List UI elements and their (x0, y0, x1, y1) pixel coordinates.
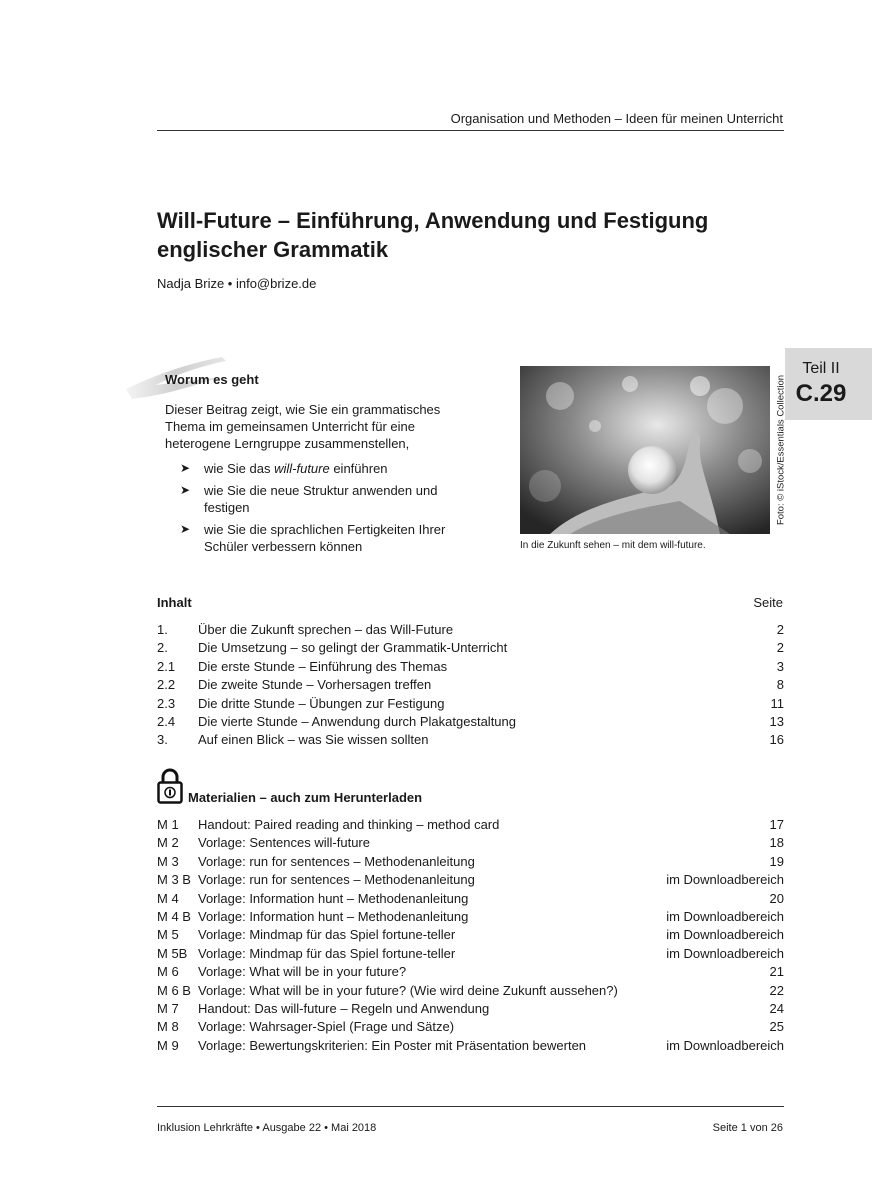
contents-row (157, 621, 784, 639)
item-number: 2.1 (157, 658, 176, 674)
item-page: 21 (769, 964, 784, 980)
contents-row (157, 695, 784, 713)
item-title: Die zweite Stunde – Vorhersagen treffen (198, 677, 432, 693)
item-title: Handout: Paired reading and thinking – method card (198, 817, 500, 832)
item-title: Vorlage: run for sentences – Methodenanleitung (198, 872, 475, 888)
section-part: Teil II (802, 360, 840, 377)
item-page: 2 (776, 640, 784, 656)
item-page: im Downloadbereich (666, 908, 784, 924)
arrow-bullet-icon: ➤ (180, 461, 191, 475)
item-title: Vorlage: What will be in your future? (Wie wird deine Zukunft aussehen?) (198, 982, 618, 998)
footer-publication: Inklusion Lehrkräfte • Ausgabe 22 • Mai 2018 (157, 1122, 377, 1134)
item-number: 2.3 (157, 695, 176, 711)
item-number: M 6 (157, 964, 179, 980)
item-title: Handout: Das will-future – Regeln und Anwendung (198, 1000, 490, 1016)
contents-list (157, 621, 784, 750)
contents-row (157, 658, 784, 676)
goal-list-item: ➤ wie Sie die neue Struktur anwenden und festigen (180, 483, 438, 515)
item-title: Vorlage: Sentences will-future (198, 835, 370, 851)
arrow-bullet-icon: ➤ (180, 522, 191, 536)
item-page: 22 (769, 982, 784, 998)
materials-row (157, 890, 784, 908)
item-page: im Downloadbereich (666, 945, 784, 961)
item-page: im Downloadbereich (666, 927, 784, 943)
materials-list (157, 816, 784, 1055)
section-code: C.29 (795, 380, 847, 407)
materials-row (157, 1037, 784, 1055)
item-number: 2.2 (157, 677, 176, 693)
item-number: 1. (157, 622, 168, 637)
item-number: M 9 (157, 1037, 179, 1053)
title-line-2: englischer Grammatik (157, 237, 389, 262)
contents-page-heading: Seite (753, 595, 783, 610)
item-page: im Downloadbereich (666, 1037, 784, 1053)
footer-divider (157, 1106, 784, 1107)
goal-list (180, 460, 470, 560)
item-number: M 4 (157, 890, 179, 906)
item-title: Auf einen Blick – was Sie wissen sollten (198, 732, 429, 748)
goal-list-item: ➤ wie Sie das will-future einführen (180, 461, 388, 476)
item-page: 17 (769, 817, 784, 832)
item-title: Vorlage: Mindmap für das Spiel fortune-teller (198, 927, 456, 943)
materials-row (157, 853, 784, 871)
item-title: Vorlage: Mindmap für das Spiel fortune-teller (198, 945, 456, 961)
item-title: Die vierte Stunde – Anwendung durch Plakatgestaltung (198, 713, 516, 729)
item-title: Vorlage: Information hunt – Methodenanleitung (198, 890, 469, 906)
item-page: 8 (776, 677, 784, 693)
item-page: 13 (769, 713, 784, 729)
item-page: 19 (769, 853, 784, 869)
item-number: M 4 B (157, 908, 191, 924)
footer-page-number: Seite 1 von 26 (712, 1122, 783, 1134)
materials-row (157, 945, 784, 963)
materials-row (157, 871, 784, 889)
materials-row (157, 963, 784, 981)
materials-heading: Materialien – auch zum Herunterladen (188, 790, 423, 805)
contents-row (157, 676, 784, 694)
item-title: Vorlage: Wahrsager-Spiel (Frage und Sätze) (198, 1019, 455, 1035)
item-title: Vorlage: Bewertungskriterien: Ein Poster mit Präsentation bewerten (198, 1037, 587, 1053)
contents-row (157, 713, 784, 731)
item-page: 3 (776, 658, 784, 674)
page-title (157, 206, 777, 264)
crystal-ball-photo (520, 366, 770, 534)
materials-row (157, 1018, 784, 1036)
photo-caption: In die Zukunft sehen – mit dem will-future. (520, 540, 706, 551)
item-page: 2 (776, 622, 784, 637)
materials-row (157, 908, 784, 926)
item-number: M 1 (157, 817, 179, 832)
item-number: 3. (157, 732, 168, 748)
section-tab (785, 348, 872, 420)
item-title: Vorlage: run for sentences – Methodenanleitung (198, 853, 475, 869)
materials-row (157, 816, 784, 834)
item-title: Die erste Stunde – Einführung des Themas (198, 658, 448, 674)
running-header: Organisation und Methoden – Ideen für meinen Unterricht (450, 111, 783, 126)
item-number: 2. (157, 640, 168, 656)
item-title: Die dritte Stunde – Übungen zur Festigung (198, 695, 445, 711)
item-page: 11 (770, 695, 784, 711)
header-divider (157, 130, 784, 131)
intro-paragraph: Dieser Beitrag zeigt, wie Sie ein grammatisches Thema im gemeinsamen Unterricht für eine heterogene Lerngruppe zusammenstellen, (165, 402, 441, 451)
item-number: M 3 (157, 853, 179, 869)
contents-row (157, 731, 784, 749)
lock-icon (157, 768, 183, 804)
materials-row (157, 1000, 784, 1018)
item-title: Vorlage: What will be in your future? (198, 964, 407, 980)
materials-row (157, 926, 784, 944)
item-page: im Downloadbereich (666, 872, 784, 888)
author-line: Nadja Brize • info@brize.de (157, 276, 317, 291)
item-page: 25 (769, 1019, 784, 1035)
item-number: M 8 (157, 1019, 179, 1035)
item-title: Vorlage: Information hunt – Methodenanleitung (198, 908, 469, 924)
item-page: 16 (769, 732, 784, 748)
arrow-bullet-icon: ➤ (180, 483, 191, 497)
photo-credit: Foto: © iStock/Essentials Collection (775, 374, 786, 526)
item-page: 18 (769, 835, 784, 851)
title-line-1: Will-Future – Einführung, Anwendung und Festigung (157, 208, 709, 233)
item-number: M 5 (157, 927, 179, 943)
materials-row (157, 982, 784, 1000)
item-number: M 3 B (157, 872, 191, 888)
item-number: M 5B (157, 945, 188, 961)
item-title: Über die Zukunft sprechen – das Will-Future (198, 622, 454, 637)
materials-row (157, 834, 784, 852)
item-number: M 2 (157, 835, 179, 851)
contents-heading: Inhalt (157, 595, 192, 610)
item-number: M 6 B (157, 982, 191, 998)
goal-list-item: ➤ wie Sie die sprachlichen Fertigkeiten Ihrer Schüler verbessern können (180, 522, 446, 554)
item-page: 24 (769, 1000, 784, 1016)
item-number: M 7 (157, 1000, 179, 1016)
contents-row (157, 639, 784, 657)
item-title: Die Umsetzung – so gelingt der Grammatik-Unterricht (198, 640, 508, 656)
item-page: 20 (769, 890, 784, 906)
section-heading-worum: Worum es geht (165, 372, 259, 387)
item-number: 2.4 (157, 713, 176, 729)
